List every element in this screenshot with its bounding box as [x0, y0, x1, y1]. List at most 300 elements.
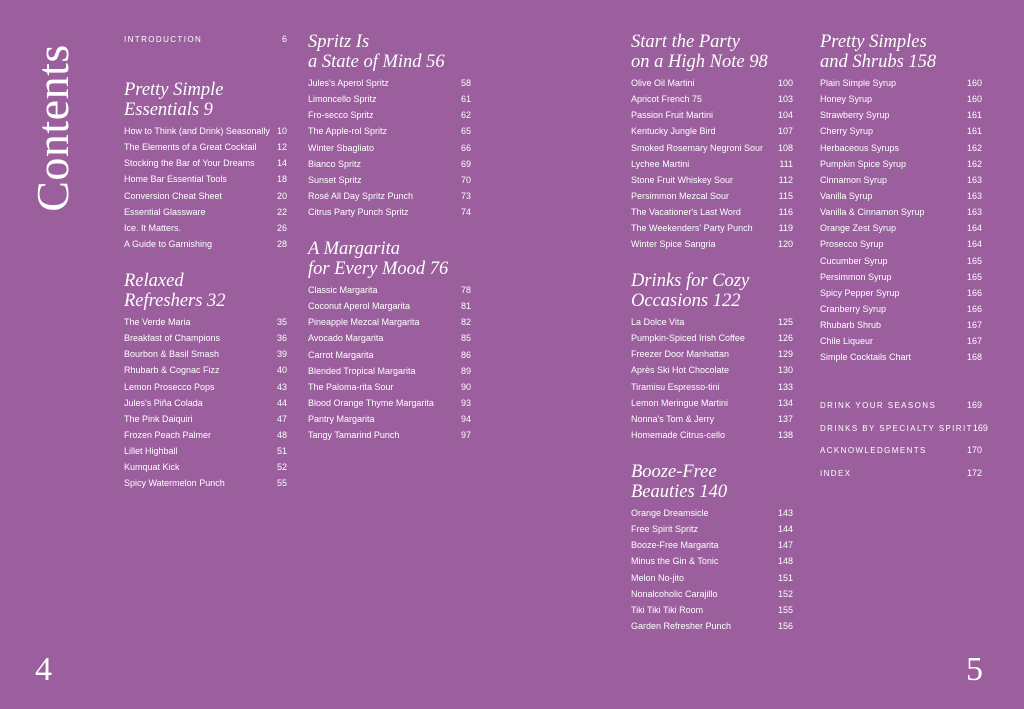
entry-label: Free Spirit Spritz: [631, 524, 699, 535]
entry-label: Breakfast of Champions: [124, 333, 221, 344]
entry-page: 163: [966, 207, 982, 218]
toc-entry[interactable]: [631, 188, 793, 204]
toc-entry[interactable]: [124, 330, 287, 346]
entry-label: The Pink Daiquiri: [124, 413, 193, 424]
entry-page: 28: [276, 238, 287, 249]
entry-label: Fro-secco Spritz: [308, 110, 374, 121]
toc-entry[interactable]: [124, 459, 287, 475]
toc-entry[interactable]: [124, 139, 287, 155]
toc-entry[interactable]: [124, 188, 287, 204]
toc-entry[interactable]: [631, 140, 793, 156]
toc-entry[interactable]: [631, 505, 793, 521]
entry-page: 104: [777, 110, 793, 121]
entry-label: Lemon Meringue Martini: [631, 397, 729, 408]
entry-page: 52: [276, 462, 287, 473]
section-heading-line: Refreshers 32: [124, 291, 226, 311]
toc-entry[interactable]: [820, 204, 982, 220]
entry-label: Booze-Free Margarita: [631, 540, 719, 551]
section-heading-line: Occasions 122: [631, 291, 741, 311]
entry-label: Lemon Prosecco Pops: [124, 381, 215, 392]
entry-label: Conversion Cheat Sheet: [124, 190, 223, 201]
entry-page: 164: [966, 239, 982, 250]
toc-entry-introduction[interactable]: [124, 31, 287, 48]
toc-entry[interactable]: [124, 314, 287, 330]
toc-entry[interactable]: [308, 123, 471, 139]
entry-page: 168: [966, 352, 982, 363]
entry-label: Cinnamon Syrup: [820, 174, 888, 185]
entry-page: 44: [276, 397, 287, 408]
page-number-right: 5: [966, 651, 983, 688]
section-relaxed-refreshers: [124, 271, 287, 492]
toc-entry[interactable]: [124, 346, 287, 362]
entry-label: Home Bar Essential Tools: [124, 174, 227, 185]
toc-entry[interactable]: [631, 379, 793, 395]
entry-page: 62: [460, 110, 471, 121]
section-pretty-simple-essentials: [124, 80, 287, 252]
entry-label: Spicy Watermelon Punch: [124, 478, 225, 489]
entry-page: 61: [460, 94, 471, 105]
entry-label: La Dolce Vita: [631, 317, 685, 327]
entry-page: 20: [276, 190, 287, 201]
toc-entry[interactable]: [308, 91, 471, 107]
toc-entry[interactable]: [820, 220, 982, 236]
entry-page: 93: [460, 397, 471, 408]
entry-page: 155: [777, 604, 793, 615]
section-heading-line: Pretty Simples: [820, 32, 927, 52]
entry-label: Stone Fruit Whiskey Sour: [631, 174, 734, 185]
entry-page: 107: [777, 126, 793, 137]
entry-label: Garden Refresher Punch: [631, 620, 732, 631]
entry-page: 48: [276, 429, 287, 440]
entry-page: 161: [966, 110, 982, 121]
entry-page: 160: [966, 94, 982, 105]
entry-page: 6: [281, 34, 287, 44]
entry-page: 82: [460, 317, 471, 328]
toc-entry[interactable]: [820, 317, 982, 333]
entry-page: 152: [777, 588, 793, 599]
entry-page: 18: [276, 174, 287, 185]
entry-page: 108: [777, 142, 793, 153]
toc-entry[interactable]: [820, 269, 982, 285]
section-heading-line: Booze-Free: [631, 462, 717, 482]
entry-page: 35: [276, 317, 287, 327]
toc-entry[interactable]: [124, 427, 287, 443]
entry-label: Spicy Pepper Syrup: [820, 287, 900, 298]
entry-label: Essential Glassware: [124, 206, 206, 217]
entry-label: A Guide to Garnishing: [124, 238, 213, 249]
section-heading: [631, 271, 793, 311]
section-heading: [124, 80, 287, 120]
entry-page: 126: [777, 333, 793, 344]
entry-label: Simple Cocktails Chart: [820, 352, 912, 363]
entry-page: 147: [777, 540, 793, 551]
toc-entry[interactable]: [820, 236, 982, 252]
entry-page: 70: [460, 174, 471, 185]
toc-entry[interactable]: [631, 204, 793, 220]
toc-entry[interactable]: [124, 411, 287, 427]
toc-entry[interactable]: [124, 395, 287, 411]
entry-label: Tangy Tamarind Punch: [308, 430, 400, 441]
toc-entry[interactable]: [308, 347, 471, 363]
entry-label: Cranberry Syrup: [820, 303, 887, 314]
entry-label: The Elements of a Great Cocktail: [124, 142, 257, 153]
toc-entry[interactable]: [631, 91, 793, 107]
entry-page: 51: [276, 446, 287, 457]
toc-entry[interactable]: [308, 298, 471, 314]
entry-label: Minus the Gin & Tonic: [631, 556, 719, 567]
entry-label: Rhubarb & Cognac Fizz: [124, 365, 220, 376]
entry-label: The Paloma-rita Sour: [308, 381, 394, 392]
entry-label: Limoncello Spritz: [308, 94, 377, 105]
entry-label: Tiramisu Espresso-tini: [631, 381, 720, 392]
entry-page: 163: [966, 174, 982, 185]
entry-label: Kumquat Kick: [124, 462, 180, 473]
toc-entry[interactable]: [820, 75, 982, 91]
entry-label: Herbaceous Syrups: [820, 142, 900, 153]
entry-label: Avocado Margarita: [308, 333, 384, 344]
toc-entry[interactable]: [631, 220, 793, 236]
entry-label: Persimmon Mezcal Sour: [631, 190, 730, 201]
entry-page: 165: [966, 255, 982, 266]
entry-page: 129: [777, 349, 793, 360]
entry-page: 134: [777, 397, 793, 408]
toc-entry[interactable]: [631, 330, 793, 346]
toc-entry[interactable]: [308, 282, 471, 298]
toc-entry[interactable]: [631, 346, 793, 362]
toc-entry[interactable]: [631, 586, 793, 602]
entry-label: The Verde Maria: [124, 317, 191, 327]
entry-label: Coconut Aperol Margarita: [308, 301, 411, 312]
entry-page: 148: [777, 556, 793, 567]
entry-page: 169: [972, 422, 988, 433]
entry-page: 116: [778, 207, 793, 218]
toc-entry[interactable]: [820, 285, 982, 301]
toc-entry[interactable]: [820, 91, 982, 107]
entry-page: 55: [276, 478, 287, 489]
entry-label: Persimmon Syrup: [820, 271, 892, 282]
entry-label: Kentucky Jungle Bird: [631, 126, 716, 137]
entry-page: 162: [966, 142, 982, 153]
section-heading: [820, 32, 982, 72]
entry-label: The Weekenders' Party Punch: [631, 223, 753, 234]
entry-label: Bourbon & Basil Smash: [124, 349, 220, 360]
entry-page: 170: [966, 445, 982, 455]
entry-page: 166: [966, 303, 982, 314]
section-spritz: [308, 32, 471, 220]
toc-column-1: [124, 31, 287, 48]
toc-entry[interactable]: [820, 107, 982, 123]
entry-page: 169: [966, 400, 982, 410]
entry-page: 89: [460, 365, 471, 376]
entry-label: Chile Liqueur: [820, 336, 874, 347]
entry-label: Citrus Party Punch Spritz: [308, 207, 409, 218]
entry-page: 138: [777, 429, 793, 440]
toc-entry[interactable]: [631, 618, 793, 634]
entry-label: Apricot French 75: [631, 94, 703, 105]
entry-label: Lillet Highball: [124, 446, 178, 457]
section-heading-line: Drinks for Cozy: [631, 271, 750, 291]
toc-entry[interactable]: [631, 314, 793, 330]
page-number-left: 4: [35, 651, 52, 688]
toc-entry[interactable]: [631, 156, 793, 172]
entry-label: Rosé All Day Spritz Punch: [308, 190, 414, 201]
entry-label: Blood Orange Thyme Margarita: [308, 397, 434, 408]
entry-label: Orange Dreamsicle: [631, 508, 709, 518]
section-drinks-for-cozy-occasions: [631, 271, 793, 443]
entry-label: Classic Margarita: [308, 285, 378, 295]
entry-page: 58: [460, 78, 471, 88]
entry-page: 65: [460, 126, 471, 137]
entry-label: Pumpkin Spice Syrup: [820, 158, 907, 169]
toc-entry[interactable]: [308, 379, 471, 395]
toc-entry[interactable]: [631, 395, 793, 411]
entry-page: 115: [778, 190, 793, 201]
entry-label: Plain Simple Syrup: [820, 78, 897, 88]
entry-label: Strawberry Syrup: [820, 110, 890, 121]
toc-entry[interactable]: [308, 75, 471, 91]
entry-label: Nonalcoholic Carajillo: [631, 588, 718, 599]
entry-page: 94: [460, 414, 471, 425]
entry-label: Jules's Aperol Spritz: [308, 78, 389, 88]
entry-page: 119: [778, 223, 793, 234]
toc-entry[interactable]: [308, 411, 471, 427]
toc-entry[interactable]: [631, 570, 793, 586]
toc-entry[interactable]: [308, 363, 471, 379]
entry-label: Sunset Spritz: [308, 174, 362, 185]
entry-page: 164: [966, 223, 982, 234]
toc-entry[interactable]: [631, 602, 793, 618]
entry-label: The Apple-rol Spritz: [308, 126, 388, 137]
entry-page: 165: [966, 271, 982, 282]
entry-label: Frozen Peach Palmer: [124, 429, 212, 440]
toc-entry[interactable]: [308, 314, 471, 330]
section-heading-line: Start the Party: [631, 32, 740, 52]
entry-page: 144: [777, 524, 793, 535]
toc-entry[interactable]: [124, 475, 287, 491]
back-matter-list: [820, 397, 988, 487]
entry-page: 81: [460, 301, 471, 312]
entry-label: Smoked Rosemary Negroni Sour: [631, 142, 764, 153]
entry-label: Nonna's Tom & Jerry: [631, 413, 715, 424]
toc-entry[interactable]: [631, 411, 793, 427]
entry-page: 167: [966, 336, 982, 347]
section-heading-line: on a High Note 98: [631, 52, 768, 72]
entry-label: Melon No-jito: [631, 572, 685, 583]
entry-page: 111: [779, 158, 793, 169]
entry-page: 47: [276, 413, 287, 424]
entry-page: 151: [777, 572, 793, 583]
entry-label: ACKNOWLEDGMENTS: [820, 446, 927, 455]
back-matter-entry[interactable]: [820, 397, 982, 420]
toc-entry[interactable]: [308, 204, 471, 220]
entry-page: 112: [778, 174, 793, 185]
contents-title: Contents: [27, 44, 78, 212]
toc-entry[interactable]: [124, 379, 287, 395]
entry-page: 26: [276, 222, 287, 233]
toc-entry[interactable]: [631, 537, 793, 553]
entry-page: 172: [966, 467, 982, 478]
toc-entry[interactable]: [631, 521, 793, 537]
toc-entry[interactable]: [124, 362, 287, 378]
entry-page: 120: [777, 239, 793, 250]
entry-page: 43: [276, 381, 287, 392]
toc-entry[interactable]: [124, 171, 287, 187]
toc-entry[interactable]: [308, 188, 471, 204]
back-matter-entry[interactable]: [820, 442, 982, 465]
entry-label: Winter Spice Sangria: [631, 239, 716, 250]
entry-page: 163: [966, 190, 982, 201]
entry-label: Tiki Tiki Tiki Room: [631, 604, 704, 615]
entry-label: Pumpkin-Spiced Irish Coffee: [631, 333, 745, 344]
entry-page: 103: [777, 94, 793, 105]
entry-label: Orange Zest Syrup: [820, 223, 897, 234]
toc-entry[interactable]: [820, 333, 982, 349]
toc-entry[interactable]: [124, 155, 287, 171]
entry-label: Pineapple Mezcal Margarita: [308, 317, 420, 328]
section-heading-line: Pretty Simple: [124, 80, 224, 100]
entry-page: 167: [966, 320, 982, 331]
toc-entry[interactable]: [124, 123, 287, 139]
entry-label: INDEX: [820, 468, 852, 478]
section-heading: [308, 239, 471, 279]
entry-label: Homemade Citrus-cello: [631, 429, 726, 440]
entry-label: Freezer Door Manhattan: [631, 349, 730, 360]
entry-page: 133: [777, 381, 793, 392]
toc-entry[interactable]: [631, 172, 793, 188]
section-heading-line: and Shrubs 158: [820, 52, 937, 72]
toc-entry[interactable]: [820, 172, 982, 188]
entry-label: Jules's Piña Colada: [124, 397, 203, 408]
entry-label: Winter Sbagliato: [308, 142, 375, 153]
entry-label: INTRODUCTION: [124, 35, 203, 44]
toc-entry[interactable]: [308, 172, 471, 188]
back-matter-entry[interactable]: [820, 465, 982, 488]
entry-label: Rhubarb Shrub: [820, 320, 882, 331]
entry-page: 90: [460, 381, 471, 392]
section-start-the-party: [631, 32, 793, 253]
entry-label: Blended Tropical Margarita: [308, 365, 416, 376]
entry-page: 74: [460, 207, 471, 218]
entry-label: Stocking the Bar of Your Dreams: [124, 158, 255, 169]
entry-page: 166: [966, 287, 982, 298]
toc-entry[interactable]: [820, 301, 982, 317]
toc-entry[interactable]: [631, 107, 793, 123]
entry-label: Vanilla & Cinnamon Syrup: [820, 207, 925, 218]
toc-entry[interactable]: [631, 362, 793, 378]
toc-entry[interactable]: [308, 107, 471, 123]
toc-entry[interactable]: [124, 220, 287, 236]
entry-page: 156: [777, 620, 793, 631]
entry-page: 69: [460, 158, 471, 169]
back-matter-entry[interactable]: [820, 420, 988, 443]
toc-entry[interactable]: [124, 236, 287, 252]
entry-page: 161: [966, 126, 982, 137]
entry-page: 100: [777, 78, 793, 88]
entry-label: Cherry Syrup: [820, 126, 874, 137]
entry-page: 160: [966, 78, 982, 88]
entry-page: 143: [777, 508, 793, 518]
entry-page: 130: [777, 365, 793, 376]
toc-entry[interactable]: [820, 188, 982, 204]
section-margarita: [308, 239, 471, 443]
entry-label: Lychee Martini: [631, 158, 690, 169]
toc-entry[interactable]: [631, 123, 793, 139]
entry-page: 78: [460, 285, 471, 295]
entry-page: 73: [460, 190, 471, 201]
entry-label: DRINK YOUR SEASONS: [820, 401, 937, 410]
section-heading-line: for Every Mood 76: [308, 259, 449, 279]
entry-page: 125: [777, 317, 793, 327]
entry-label: Bianco Spritz: [308, 158, 362, 169]
section-heading-line: Beauties 140: [631, 482, 728, 502]
section-heading-line: Essentials 9: [124, 100, 213, 120]
entry-page: 66: [460, 142, 471, 153]
toc-entry[interactable]: [631, 427, 793, 443]
entry-page: 36: [276, 333, 287, 344]
entry-label: Carrot Margarita: [308, 349, 374, 360]
toc-entry[interactable]: [820, 349, 982, 365]
toc-entry[interactable]: [308, 395, 471, 411]
section-heading: [124, 271, 287, 311]
toc-entry[interactable]: [820, 253, 982, 269]
section-heading-line: Spritz Is: [308, 32, 370, 52]
entry-label: Prosecco Syrup: [820, 239, 884, 250]
entry-page: 137: [777, 413, 793, 424]
entry-page: 162: [966, 158, 982, 169]
section-booze-free-beauties: [631, 462, 793, 634]
entry-label: Après Ski Hot Chocolate: [631, 365, 730, 376]
entry-label: Passion Fruit Martini: [631, 110, 714, 121]
entry-label: How to Think (and Drink) Seasonally: [124, 126, 270, 136]
toc-entry[interactable]: [631, 236, 793, 252]
entry-page: 14: [276, 158, 287, 169]
toc-entry[interactable]: [631, 75, 793, 91]
toc-entry[interactable]: [820, 123, 982, 139]
entry-label: Ice. It Matters.: [124, 222, 182, 233]
section-heading: [631, 32, 793, 72]
entry-page: 22: [276, 206, 287, 217]
entry-label: Cucumber Syrup: [820, 255, 888, 266]
entry-page: 97: [460, 430, 471, 441]
toc-entry[interactable]: [820, 140, 982, 156]
section-heading: [308, 32, 471, 72]
entry-label: The Vacationer's Last Word: [631, 207, 741, 218]
entry-page: 85: [460, 333, 471, 344]
toc-entry[interactable]: [308, 427, 471, 443]
entry-label: Vanilla Syrup: [820, 190, 873, 201]
section-heading-line: Relaxed: [124, 271, 184, 291]
section-heading: [631, 462, 793, 502]
toc-entry[interactable]: [820, 156, 982, 172]
section-heading-line: a State of Mind 56: [308, 52, 445, 72]
entry-page: 12: [276, 142, 287, 153]
entry-label: Olive Oil Martini: [631, 78, 695, 88]
toc-entry[interactable]: [308, 140, 471, 156]
entry-label: Pantry Margarita: [308, 414, 375, 425]
toc-entry[interactable]: [124, 204, 287, 220]
entry-page: 39: [276, 349, 287, 360]
entry-page: 86: [460, 349, 471, 360]
section-pretty-simples-and-shrubs: [820, 32, 982, 366]
toc-entry[interactable]: [308, 156, 471, 172]
entry-page: 40: [276, 365, 287, 376]
toc-entry[interactable]: [124, 443, 287, 459]
entry-page: 10: [276, 126, 287, 136]
toc-entry[interactable]: [308, 330, 471, 346]
entry-label: DRINKS BY SPECIALTY SPIRIT: [820, 423, 973, 433]
entry-label: Honey Syrup: [820, 94, 873, 105]
toc-entry[interactable]: [631, 553, 793, 569]
